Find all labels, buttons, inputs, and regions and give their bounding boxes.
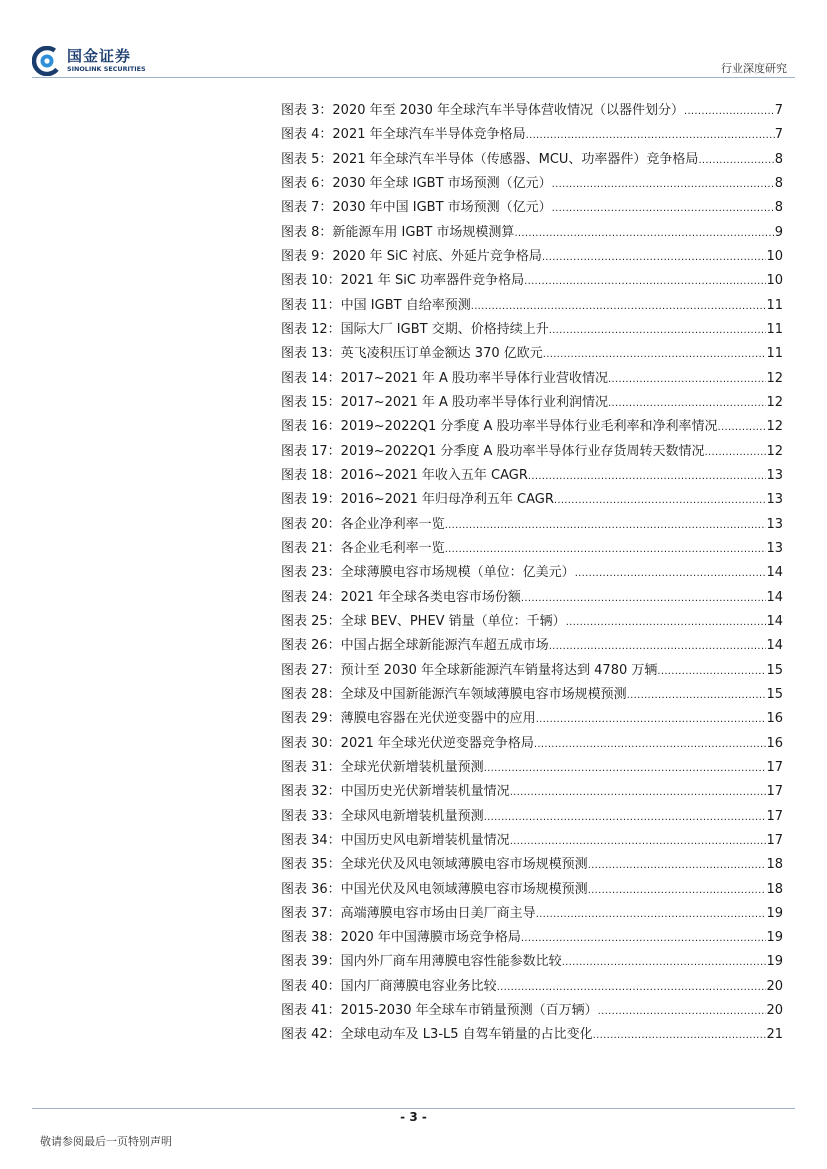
- toc-entry[interactable]: [281, 537, 783, 561]
- toc-entry-page: 11: [766, 321, 783, 337]
- toc-entry[interactable]: [281, 902, 783, 926]
- toc-entry-title: 图表 29：薄膜电容器在光伏逆变器中的应用: [281, 711, 536, 727]
- toc-entry-title: 图表 37：高端薄膜电容市场由日美厂商主导: [281, 905, 536, 921]
- toc-entry-page: 11: [766, 346, 783, 362]
- toc-dot-leader: [484, 806, 767, 830]
- toc-entry[interactable]: [281, 342, 783, 366]
- toc-entry-title: 图表 5：2021 年全球汽车半导体（传感器、MCU、功率器件）竞争格局: [281, 151, 699, 167]
- toc-entry-title: 图表 42：全球电动车及 L3-L5 自驾车销量的占比变化: [281, 1027, 593, 1043]
- toc-dot-leader: [575, 562, 767, 586]
- toc-dot-leader: [526, 124, 775, 148]
- toc-dot-leader: [521, 587, 767, 611]
- toc-entry[interactable]: [281, 707, 783, 731]
- toc-entry-page: 17: [766, 808, 783, 824]
- toc-entry[interactable]: [281, 1023, 783, 1047]
- toc-entry-title: 图表 13：英飞凌积压订单金额达 370 亿欧元: [281, 346, 543, 362]
- toc-dot-leader: [445, 514, 767, 538]
- toc-entry[interactable]: [281, 148, 783, 172]
- toc-entry-title: 图表 6：2030 年全球 IGBT 市场预测（亿元）: [281, 175, 552, 191]
- toc-entry-page: 10: [766, 248, 783, 264]
- toc-entry-page: 20: [766, 978, 783, 994]
- toc-entry-title: 图表 24：2021 年全球各类电容市场份额: [281, 589, 521, 605]
- toc-entry-page: 9: [774, 224, 783, 240]
- toc-dot-leader: [598, 1000, 767, 1024]
- toc-entry-page: 21: [766, 1027, 783, 1043]
- toc-entry[interactable]: [281, 926, 783, 950]
- toc-dot-leader: [521, 927, 767, 951]
- toc-entry[interactable]: [281, 999, 783, 1023]
- toc-dot-leader: [549, 635, 767, 659]
- toc-entry[interactable]: [281, 123, 783, 147]
- toc-dot-leader: [718, 416, 767, 440]
- toc-entry-title: 图表 19：2016~2021 年归母净利五年 CAGR: [281, 492, 554, 508]
- toc-entry-title: 图表 3：2020 年至 2030 年全球汽车半导体营收情况（以器件划分）: [281, 103, 684, 118]
- toc-entry-title: 图表 27：预计至 2030 年全球新能源汽车销量将达到 4780 万辆: [281, 662, 658, 678]
- toc-entry-page: 14: [766, 589, 783, 605]
- toc-entry-page: 13: [766, 467, 783, 483]
- toc-entry-title: 图表 38：2020 年中国薄膜市场竞争格局: [281, 930, 521, 946]
- toc-dot-leader: [593, 1024, 767, 1048]
- page-header: [0, 0, 827, 80]
- toc-entry[interactable]: [281, 780, 783, 804]
- toc-entry[interactable]: [281, 853, 783, 877]
- toc-dot-leader: [528, 465, 767, 489]
- toc-entry[interactable]: [281, 659, 783, 683]
- header-divider: [32, 77, 795, 78]
- toc-entry[interactable]: [281, 610, 783, 634]
- toc-entry-page: 12: [766, 443, 783, 459]
- logo-english-name: SINOLINK SECURITIES: [67, 65, 146, 73]
- toc-dot-leader: [510, 830, 767, 854]
- toc-entry-page: 13: [766, 540, 783, 556]
- toc-entry-title: 图表 25：全球 BEV、PHEV 销量（单位：千辆）: [281, 613, 566, 629]
- toc-entry-title: 图表 31：全球光伏新增装机量预测: [281, 759, 484, 775]
- toc-entry-page: 8: [774, 151, 783, 167]
- toc-entry[interactable]: [281, 732, 783, 756]
- toc-entry-page: 18: [766, 857, 783, 873]
- toc-entry-page: 14: [766, 565, 783, 581]
- toc-entry[interactable]: [281, 878, 783, 902]
- toc-entry-page: 13: [766, 516, 783, 532]
- toc-entry-page: 17: [766, 759, 783, 775]
- toc-entry-page: 14: [766, 613, 783, 629]
- toc-entry[interactable]: [281, 318, 783, 342]
- toc-entry[interactable]: [281, 440, 783, 464]
- toc-dot-leader: [657, 660, 766, 684]
- toc-entry[interactable]: [281, 829, 783, 853]
- toc-entry-page: 20: [766, 1003, 783, 1019]
- toc-entry-page: 8: [774, 200, 783, 216]
- toc-dot-leader: [588, 879, 767, 903]
- toc-entry-page: 17: [766, 784, 783, 800]
- toc-entry-page: 16: [766, 735, 783, 751]
- toc-dot-leader: [562, 951, 767, 975]
- toc-entry[interactable]: [281, 586, 783, 610]
- report-type-label: 行业深度研究: [721, 62, 787, 75]
- toc-dot-leader: [497, 976, 767, 1000]
- toc-dot-leader: [534, 733, 767, 757]
- toc-entry-title: 图表 41：2015-2030 年全球车市销量预测（百万辆）: [281, 1003, 598, 1019]
- toc-entry-title: 图表 18：2016~2021 年收入五年 CAGR: [281, 467, 528, 483]
- toc-entry-title: 图表 14：2017~2021 年 A 股功率半导体行业营收情况: [281, 370, 609, 386]
- toc-entry-page: 13: [766, 492, 783, 508]
- toc-entry-page: 14: [766, 638, 783, 654]
- toc-entry-title: 图表 17：2019~2022Q1 分季度 A 股功率半导体行业存货周转天数情况: [281, 443, 705, 459]
- toc-entry-title: 图表 39：国内外厂商车用薄膜电容性能参数比较: [281, 954, 562, 970]
- toc-entry-page: 19: [766, 905, 783, 921]
- footer-divider: [32, 1108, 795, 1109]
- figure-index-list: [281, 99, 783, 1048]
- toc-dot-leader: [536, 903, 767, 927]
- toc-entry[interactable]: [281, 756, 783, 780]
- toc-dot-leader: [484, 757, 767, 781]
- toc-entry-page: 12: [766, 370, 783, 386]
- toc-entry-page: 10: [766, 273, 783, 289]
- toc-entry-title: 图表 8：新能源车用 IGBT 市场规模测算: [281, 224, 515, 240]
- toc-dot-leader: [445, 538, 767, 562]
- toc-entry-title: 图表 4：2021 年全球汽车半导体竞争格局: [281, 127, 526, 143]
- toc-dot-leader: [524, 270, 766, 294]
- toc-entry-title: 图表 28：全球及中国新能源汽车领域薄膜电容市场规模预测: [281, 686, 627, 702]
- toc-entry-page: 16: [766, 711, 783, 727]
- toc-entry-title: 图表 30：2021 年全球光伏逆变器竞争格局: [281, 735, 534, 751]
- toc-dot-leader: [627, 684, 767, 708]
- toc-entry-page: 17: [766, 832, 783, 848]
- toc-dot-leader: [554, 489, 767, 513]
- toc-entry-title: 图表 10：2021 年 SiC 功率器件竞争格局: [281, 273, 525, 289]
- toc-entry[interactable]: [281, 464, 783, 488]
- toc-entry[interactable]: [281, 196, 783, 220]
- toc-entry-title: 图表 40：国内厂商薄膜电容业务比较: [281, 978, 497, 994]
- toc-entry-title: 图表 9：2020 年 SiC 衬底、外延片竞争格局: [281, 248, 542, 264]
- toc-entry-title: 图表 20：各企业净利率一览: [281, 516, 445, 532]
- toc-entry[interactable]: [281, 488, 783, 512]
- toc-entry-title: 图表 36：中国光伏及风电领域薄膜电容市场规模预测: [281, 881, 588, 897]
- toc-entry-title: 图表 16：2019~2022Q1 分季度 A 股功率半导体行业毛利率和净利率情况: [281, 419, 718, 435]
- toc-entry[interactable]: [281, 513, 783, 537]
- toc-dot-leader: [684, 100, 775, 124]
- logo-chinese-name: 国金证券: [67, 47, 132, 65]
- toc-entry-page: 18: [766, 881, 783, 897]
- toc-entry[interactable]: [281, 561, 783, 585]
- logo-mark-icon: [32, 46, 62, 76]
- toc-dot-leader: [588, 854, 767, 878]
- toc-entry[interactable]: [281, 172, 783, 196]
- toc-entry-page: 19: [766, 930, 783, 946]
- toc-dot-leader: [552, 173, 775, 197]
- toc-dot-leader: [536, 708, 767, 732]
- toc-entry-page: 12: [766, 394, 783, 410]
- toc-dot-leader: [608, 392, 766, 416]
- toc-entry-page: 12: [766, 419, 783, 435]
- toc-entry-title: 图表 7：2030 年中国 IGBT 市场预测（亿元）: [281, 200, 552, 216]
- toc-dot-leader: [543, 343, 767, 367]
- toc-dot-leader: [552, 197, 775, 221]
- toc-entry-page: 19: [766, 954, 783, 970]
- toc-entry[interactable]: [281, 391, 783, 415]
- toc-dot-leader: [566, 611, 767, 635]
- toc-entry-title: 图表 21：各企业毛利率一览: [281, 540, 445, 556]
- toc-entry[interactable]: [281, 950, 783, 974]
- toc-entry[interactable]: [281, 221, 783, 245]
- toc-entry[interactable]: [281, 367, 783, 391]
- toc-entry[interactable]: [281, 294, 783, 318]
- disclaimer-note: 敬请参阅最后一页特别声明: [40, 1135, 172, 1148]
- toc-entry[interactable]: [281, 683, 783, 707]
- toc-dot-leader: [705, 441, 767, 465]
- toc-entry[interactable]: [281, 415, 783, 439]
- toc-entry-page: 15: [766, 686, 783, 702]
- toc-entry[interactable]: [281, 634, 783, 658]
- toc-dot-leader: [542, 246, 767, 270]
- toc-dot-leader: [514, 222, 774, 246]
- toc-dot-leader: [608, 368, 766, 392]
- toc-entry[interactable]: [281, 99, 783, 123]
- toc-entry-page: 7: [774, 103, 783, 118]
- toc-entry-title: 图表 26：中国占据全球新能源汽车超五成市场: [281, 638, 549, 654]
- toc-dot-leader: [510, 781, 767, 805]
- toc-dot-leader: [549, 319, 767, 343]
- toc-entry-title: 图表 23：全球薄膜电容市场规模（单位：亿美元）: [281, 565, 575, 581]
- company-logo: [32, 44, 162, 78]
- toc-entry-title: 图表 32：中国历史光伏新增装机量情况: [281, 784, 510, 800]
- toc-entry-title: 图表 33：全球风电新增装机量预测: [281, 808, 484, 824]
- toc-entry[interactable]: [281, 805, 783, 829]
- toc-entry-page: 15: [766, 662, 783, 678]
- toc-entry-title: 图表 35：全球光伏及风电领域薄膜电容市场规模预测: [281, 857, 588, 873]
- toc-entry[interactable]: [281, 975, 783, 999]
- toc-entry-page: 11: [766, 297, 783, 313]
- toc-entry-title: 图表 34：中国历史风电新增装机量情况: [281, 832, 510, 848]
- toc-entry[interactable]: [281, 245, 783, 269]
- toc-entry-page: 7: [774, 127, 783, 143]
- toc-dot-leader: [698, 149, 774, 173]
- toc-entry[interactable]: [281, 269, 783, 293]
- toc-entry-title: 图表 15：2017~2021 年 A 股功率半导体行业利润情况: [281, 394, 609, 410]
- page-number: - 3 -: [400, 1110, 427, 1124]
- toc-entry-title: 图表 12：国际大厂 IGBT 交期、价格持续上升: [281, 321, 549, 337]
- toc-dot-leader: [471, 295, 767, 319]
- toc-entry-title: 图表 11：中国 IGBT 自给率预测: [281, 297, 471, 313]
- toc-entry-page: 8: [774, 175, 783, 191]
